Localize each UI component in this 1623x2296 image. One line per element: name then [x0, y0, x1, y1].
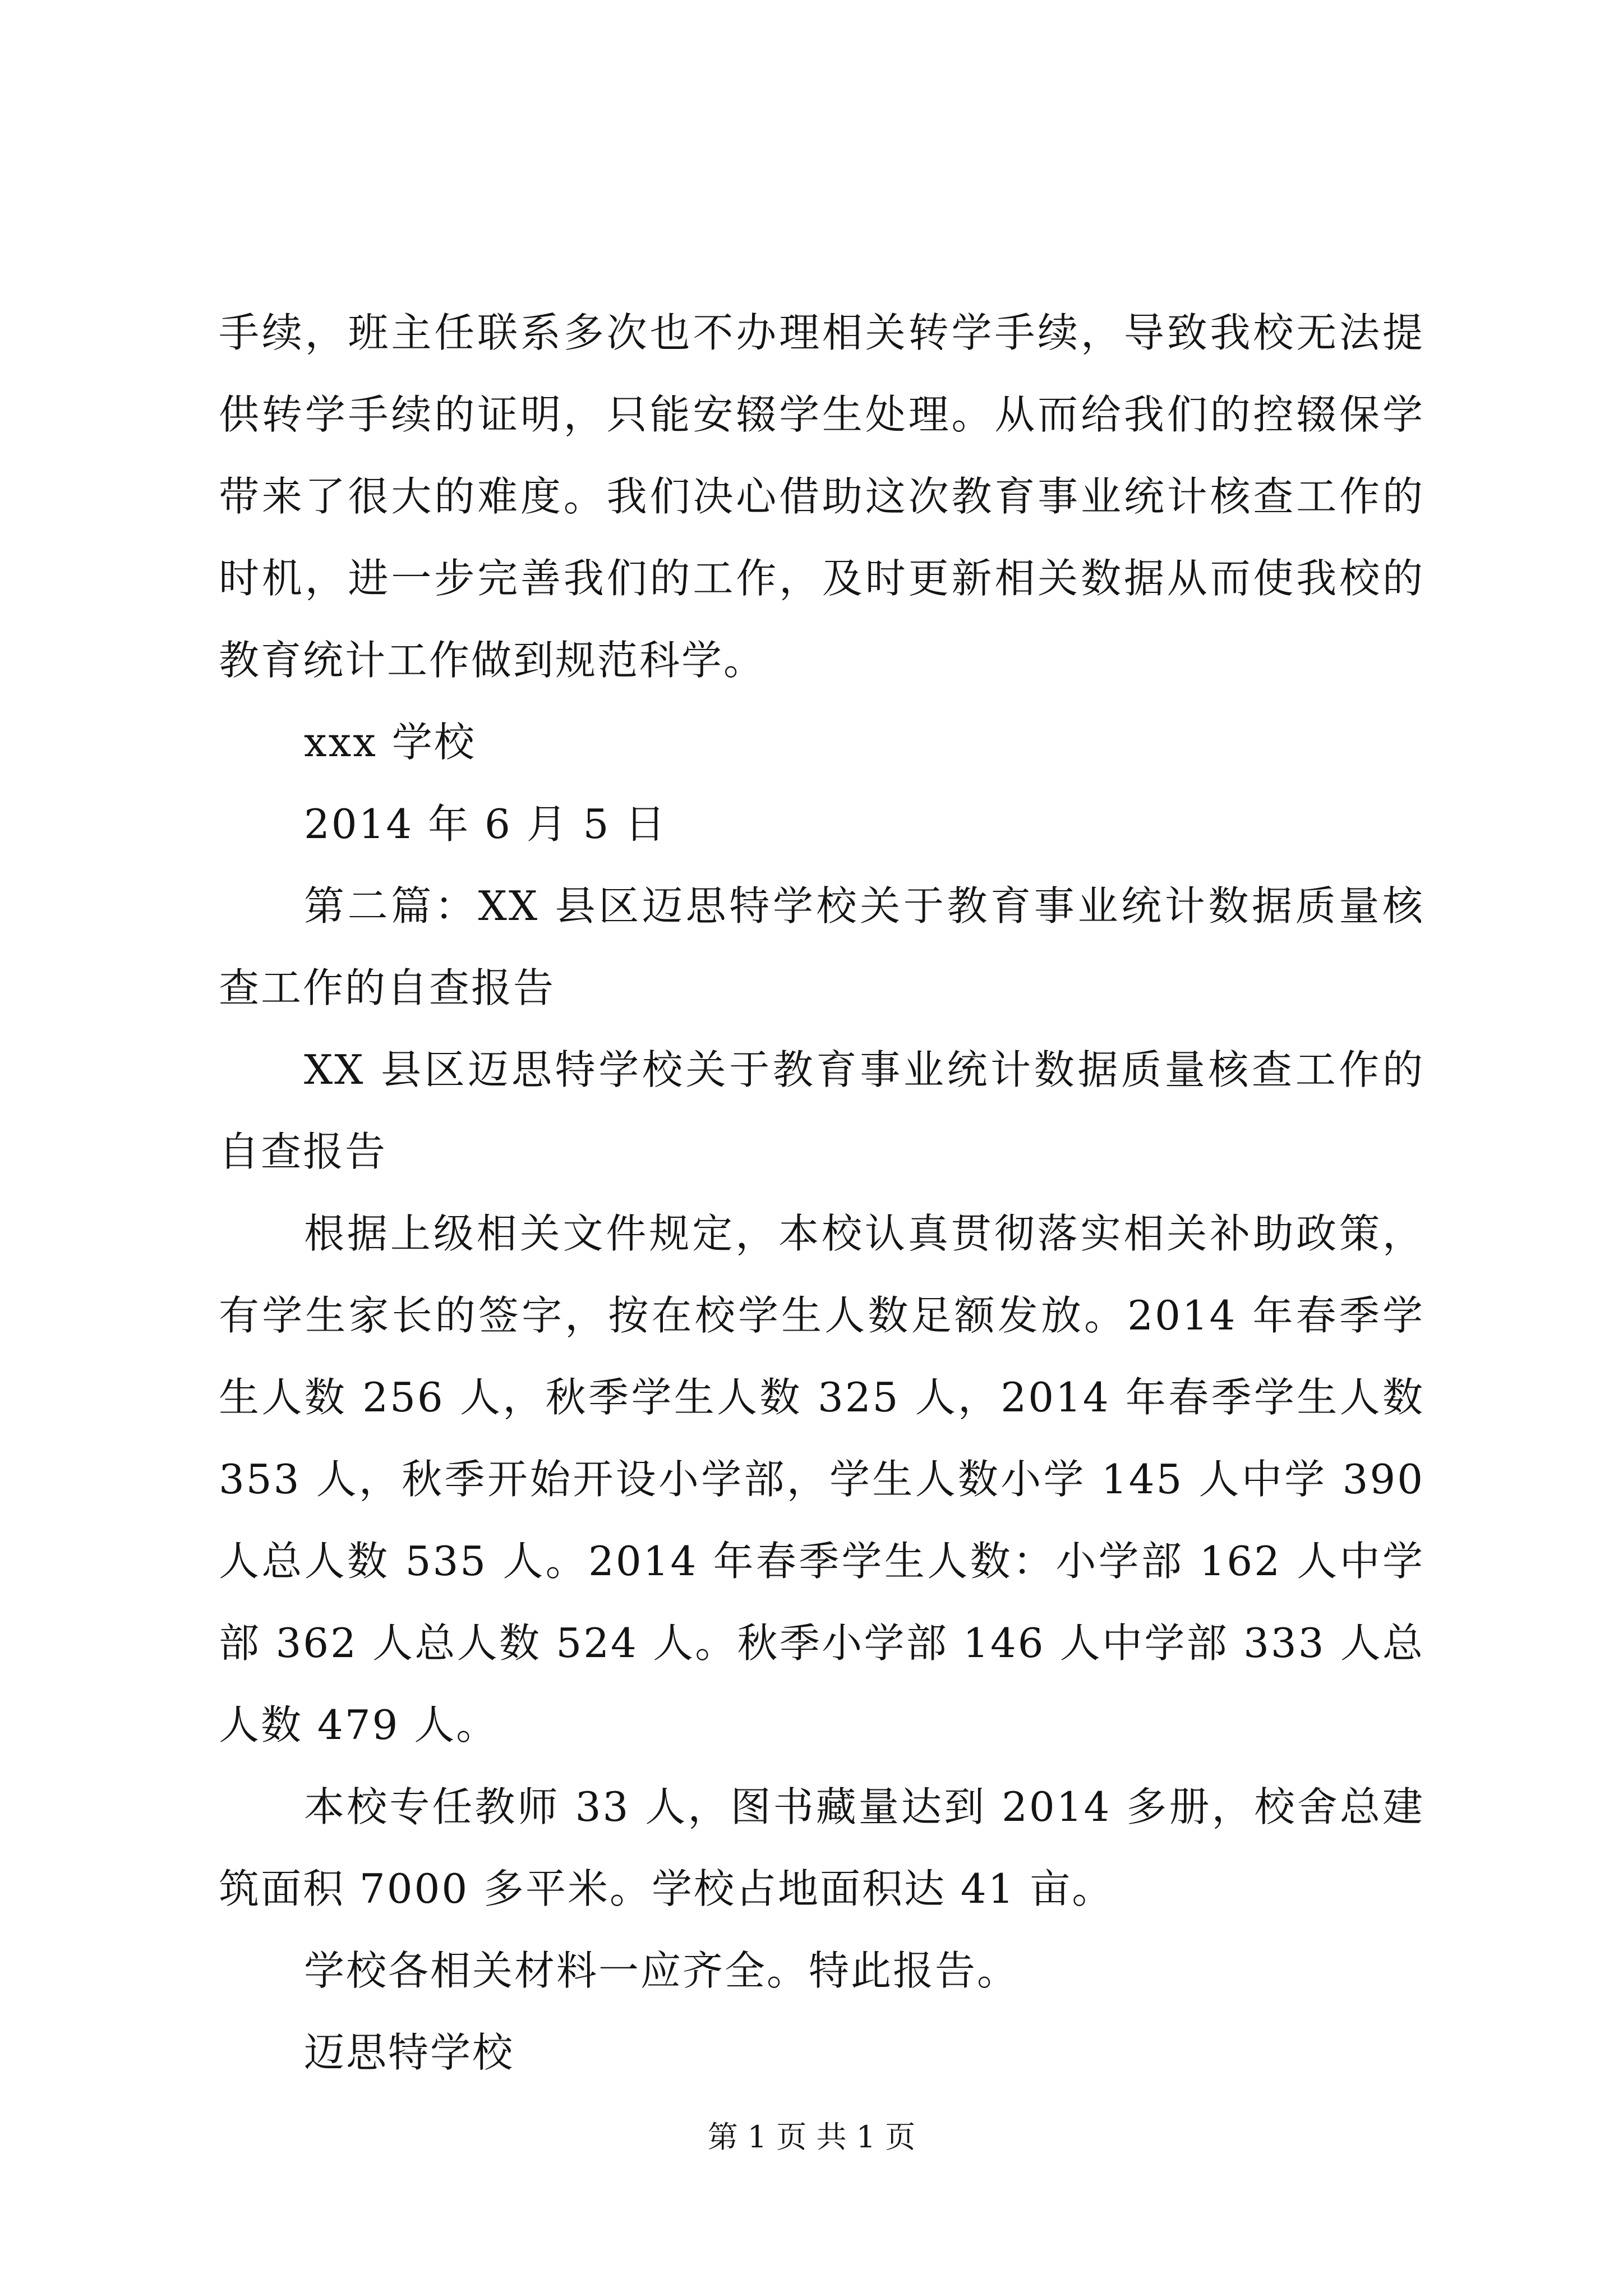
signature-date: 2014 年 6 月 5 日	[304, 800, 667, 848]
paragraph-closing: 学校各相关材料一应齐全。特此报告。	[304, 1947, 1020, 1994]
paragraph-student-numbers: 根据上级相关文件规定，本校认真贯彻落实相关补助政策，有学生家长的签字，按在校学生人数足额发放。2014 年春季学生人数 256 人，秋季学生人数 325 人，2014 年春季学生人数 353 人，秋季开始开设小学部，学生人数小学 145 人中学 390 人总人数 535 人。2014 年春季学生人数：小学部 162 人中学部 362 人总人数 524 人。秋季小学部 146 人中学部 333 人总人数 479 人。	[219, 1210, 1424, 1749]
signature-school-name: 迈思特学校	[304, 2029, 515, 2076]
paragraph-continuation: 手续，班主任联系多次也不办理相关转学手续，导致我校无法提供转学手续的证明，只能安辍学生处理。从而给我们的控辍保学带来了很大的难度。我们决心借助这次教育事业统计核查工作的时机，进一步完善我们的工作，及时更新相关数据从而使我校的教育统计工作做到规范科学。	[219, 309, 1424, 684]
signature-school: xxx 学校	[304, 719, 476, 766]
paragraph-school-facilities: 本校专任教师 33 人，图书藏量达到 2014 多册，校舍总建筑面积 7000 多平米。学校占地面积达 41 亩。	[219, 1783, 1424, 1912]
section-heading: 第二篇：XX 县区迈思特学校关于教育事业统计数据质量核查工作的自查报告	[219, 882, 1424, 1011]
document-body	[219, 292, 1424, 2093]
report-title: XX 县区迈思特学校关于教育事业统计数据质量核查工作的自查报告	[219, 1046, 1424, 1175]
page-footer: 第 1 页 共 1 页	[707, 2119, 916, 2155]
